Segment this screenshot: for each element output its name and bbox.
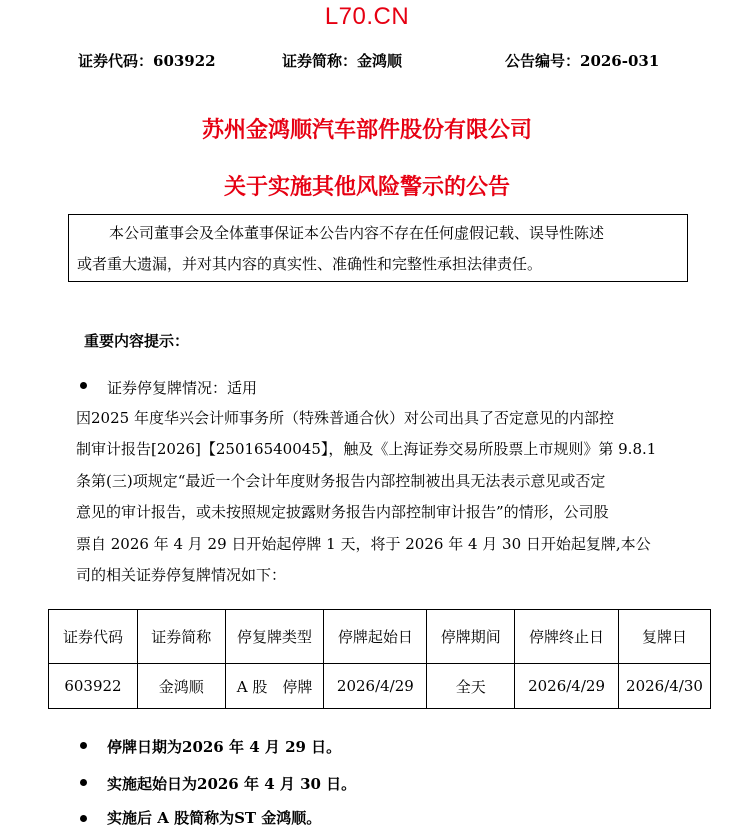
table-header-cell: 证券简称: [137, 610, 225, 664]
table-cell: 603922: [49, 664, 138, 709]
disclaimer-line-2: 或者重大遗漏，并对其内容的真实性、准确性和完整性承担法律责任。: [77, 255, 543, 273]
table-cell: 2026/4/30: [619, 664, 711, 709]
table-header-cell: 证券代码: [49, 610, 138, 664]
table-cell: 全天: [427, 664, 515, 709]
table-row: [49, 664, 711, 709]
table-cell: 2026/4/29: [324, 664, 427, 709]
paragraph-line: 因2025 年度华兴会计师事务所（特殊普通合伙）对公司出具了否定意见的内部控: [76, 409, 614, 427]
important-heading: 重要内容提示：: [84, 332, 190, 350]
security-short-name: 证券简称：金鸿顺: [282, 52, 403, 70]
suspension-table: [48, 609, 711, 709]
company-title: 苏州金鸿顺汽车部件股份有限公司: [201, 117, 532, 143]
table-header-cell: 停牌终止日: [515, 610, 619, 664]
bullet-icon: [80, 815, 87, 822]
table-header-cell: 停牌起始日: [324, 610, 427, 664]
paragraph-line: 司的相关证券停复牌情况如下：: [76, 566, 287, 585]
new-short-name: 实施后 A 股简称为ST 金鸿顺。: [107, 809, 322, 827]
paragraph-line: 意见的审计报告，或未按照规定披露财务报告内部控制审计报告”的情形，公司股: [76, 503, 609, 522]
paragraph-line: 制审计报告[2026]【25016540045】，触及《上海证券交易所股票上市规则》第 9.8.1: [76, 440, 657, 459]
suspension-paragraph: [76, 403, 688, 591]
table-cell: 2026/4/29: [515, 664, 619, 709]
bullet-icon: [80, 382, 87, 389]
paragraph-line: 票自 2026 年 4 月 29 日开始起停牌 1 天，将于 2026 年 4 月 30 日开始起复牌,本公: [76, 534, 651, 553]
notice-title: 关于实施其他风险警示的公告: [223, 174, 510, 200]
disclaimer-line-1: 本公司董事会及全体董事保证本公告内容不存在任何虚假记载、误导性陈述: [109, 224, 605, 242]
disclaimer-box: [68, 214, 688, 282]
paragraph-line: 条第(三)项规定“最近一个会计年度财务报告内部控制被出具无法表示意见或否定: [76, 471, 606, 490]
start-date: 实施起始日为2026 年 4 月 30 日。: [107, 775, 357, 793]
table-header-cell: 停复牌类型: [225, 610, 324, 664]
table-header-cell: 复牌日: [619, 610, 711, 664]
halt-date: 停牌日期为2026 年 4 月 29 日。: [107, 738, 342, 756]
table-header-cell: 停牌期间: [427, 610, 515, 664]
watermark-logo: L70.CN: [324, 3, 410, 30]
security-code: 证券代码：603922: [78, 52, 216, 70]
table-header-row: [49, 610, 711, 664]
table-cell: A 股 停牌: [225, 664, 324, 709]
notice-number: 公告编号：2026-031: [505, 52, 660, 70]
table-cell: 金鸿顺: [137, 664, 225, 709]
bullet-icon: [80, 779, 87, 786]
suspension-status: 证券停复牌情况：适用: [107, 379, 258, 397]
bullet-icon: [80, 742, 87, 749]
